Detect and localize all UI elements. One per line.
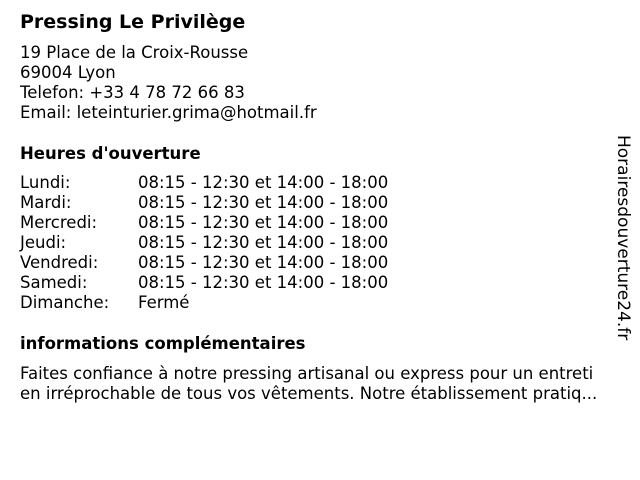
hours-row [20,193,388,213]
hours-day: Dimanche: [20,293,110,312]
additional-info-title: informations complémentaires [20,334,306,353]
contact-block [20,43,317,123]
hours-day: Jeudi: [20,233,67,252]
hours-row [20,173,388,193]
site-watermark: Horairesdouverture24.fr [613,135,633,341]
hours-time: 08:15 - 12:30 et 14:00 - 18:00 [138,193,389,212]
hours-row [20,213,388,233]
opening-hours-table [20,173,388,313]
hours-time: 08:15 - 12:30 et 14:00 - 18:00 [138,233,389,252]
hours-time: 08:15 - 12:30 et 14:00 - 18:00 [138,273,389,292]
hours-day: Vendredi: [20,253,99,272]
hours-time: Fermé [138,293,190,312]
opening-hours-title: Heures d'ouverture [20,144,201,163]
hours-day: Samedi: [20,273,88,292]
info-line: en irréprochable de tous vos vêtements. Notre établissement pratiq... [20,384,598,403]
hours-row [20,233,388,253]
hours-time: 08:15 - 12:30 et 14:00 - 18:00 [138,253,389,272]
hours-row [20,273,388,293]
hours-time: 08:15 - 12:30 et 14:00 - 18:00 [138,213,389,232]
hours-day: Lundi: [20,173,71,192]
email-address: Email: leteinturier.grima@hotmail.fr [20,103,317,122]
additional-info-text [20,364,628,404]
business-name: Pressing Le Privilège [20,11,246,33]
hours-day: Mardi: [20,193,72,212]
address-street: 19 Place de la Croix-Rousse [20,43,249,62]
hours-day: Mercredi: [20,213,98,232]
phone-number: Telefon: +33 4 78 72 66 83 [20,83,245,102]
address-city: 69004 Lyon [20,63,116,82]
hours-time: 08:15 - 12:30 et 14:00 - 18:00 [138,173,389,192]
hours-row [20,293,388,313]
info-line: Faites confiance à notre pressing artisanal ou express pour un entreti [20,364,594,383]
hours-row [20,253,388,273]
